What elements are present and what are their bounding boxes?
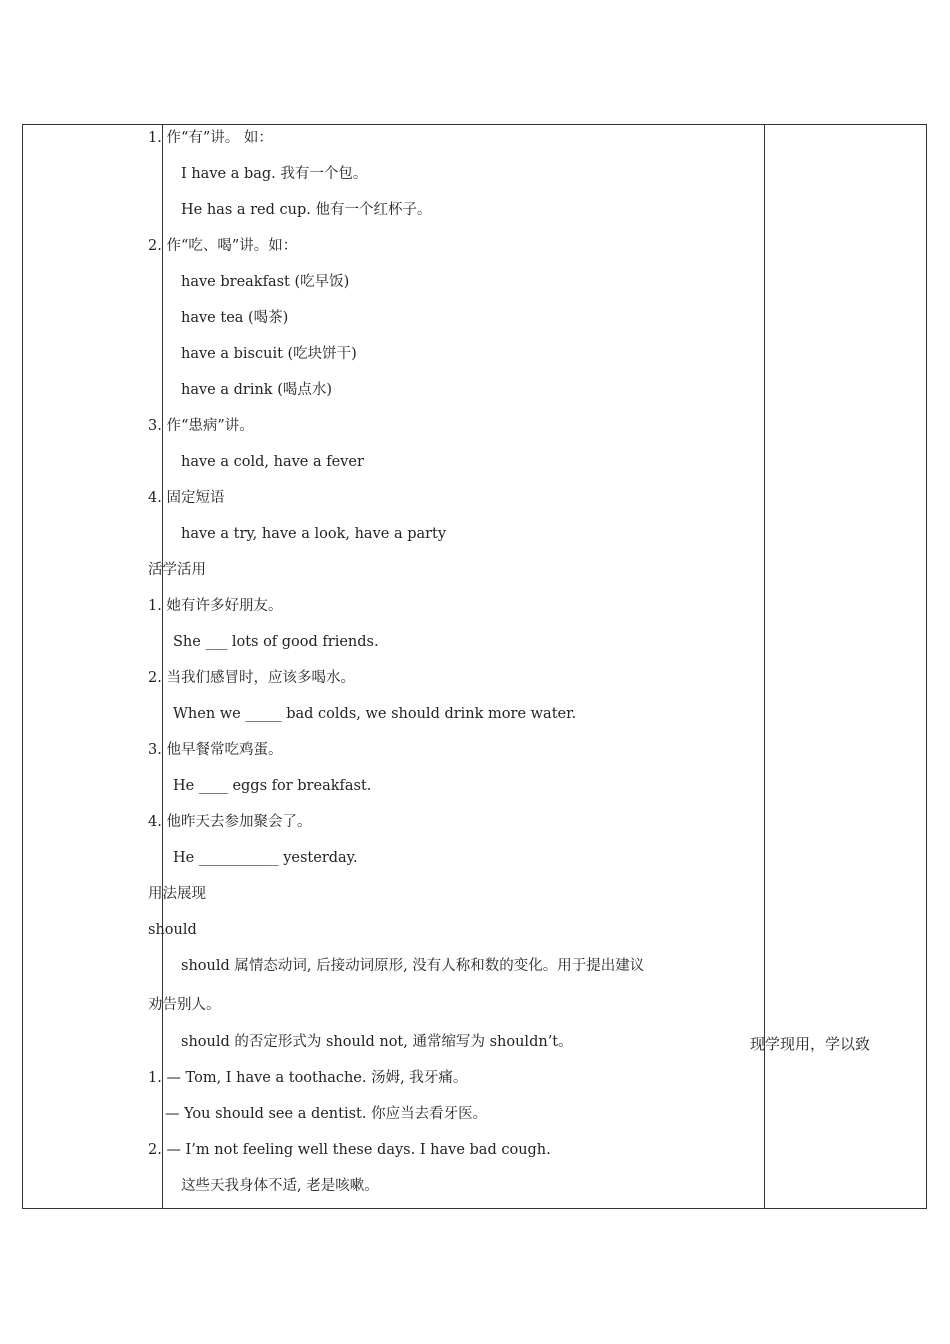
exercise-answer-line: She ___ lots of good friends.	[173, 634, 379, 650]
example-line: have a drink (喝点水)	[181, 382, 333, 398]
dialogue-translation: 这些天我身体不适, 老是咳嗽。	[181, 1178, 379, 1194]
example-line: have a try, have a look, have a party	[181, 526, 447, 542]
exercise-prompt: 2. 当我们感冒时，应该多喝水。	[148, 670, 355, 686]
section-practice-title: 活学活用	[148, 562, 206, 578]
section-usage-title: 用法展现	[148, 886, 206, 902]
explanation-line: 劝告别人。	[148, 997, 221, 1013]
exercise-answer-line: When we _____ bad colds, we should drink more water.	[173, 706, 577, 722]
heading-meaning-4: 4. 固定短语	[148, 490, 225, 506]
heading-meaning-2: 2. 作“吃、喝”讲。如：	[148, 238, 298, 254]
dialogue-line: 2. — I’m not feeling well these days. I have bad cough.	[148, 1142, 551, 1158]
example-line: have a cold, have a fever	[181, 454, 364, 470]
exercise-prompt: 1. 她有许多好朋友。	[148, 598, 283, 614]
dialogue-line: — You should see a dentist. 你应当去看牙医。	[165, 1106, 488, 1122]
keyword-should: should	[148, 922, 197, 938]
side-note: 现学现用，学以致	[750, 1035, 871, 1053]
dialogue-line: 1. — Tom, I have a toothache. 汤姆, 我牙痛。	[148, 1070, 468, 1086]
explanation-line: should 属情态动词, 后接动词原形, 没有人称和数的变化。用于提出建议	[181, 958, 645, 974]
example-line: have breakfast (吃早饭)	[181, 274, 350, 290]
example-line: have a biscuit (吃块饼干)	[181, 346, 357, 362]
exercise-answer-line: He ___________ yesterday.	[173, 850, 358, 866]
heading-meaning-3: 3. 作“患病”讲。	[148, 418, 254, 434]
exercise-prompt: 4. 他昨天去参加聚会了。	[148, 814, 312, 830]
exercise-answer-line: He ____ eggs for breakfast.	[173, 778, 372, 794]
example-line: have tea (喝茶)	[181, 310, 289, 326]
explanation-line: should 的否定形式为 should not, 通常缩写为 shouldn’t。	[181, 1034, 573, 1050]
example-line: He has a red cup. 他有一个红杯子。	[181, 202, 432, 218]
column-divider-left	[162, 125, 163, 1208]
heading-meaning-1: 1. 作“有”讲。 如：	[148, 130, 273, 146]
exercise-prompt: 3. 他早餐常吃鸡蛋。	[148, 742, 283, 758]
example-line: I have a bag. 我有一个包。	[181, 166, 368, 182]
